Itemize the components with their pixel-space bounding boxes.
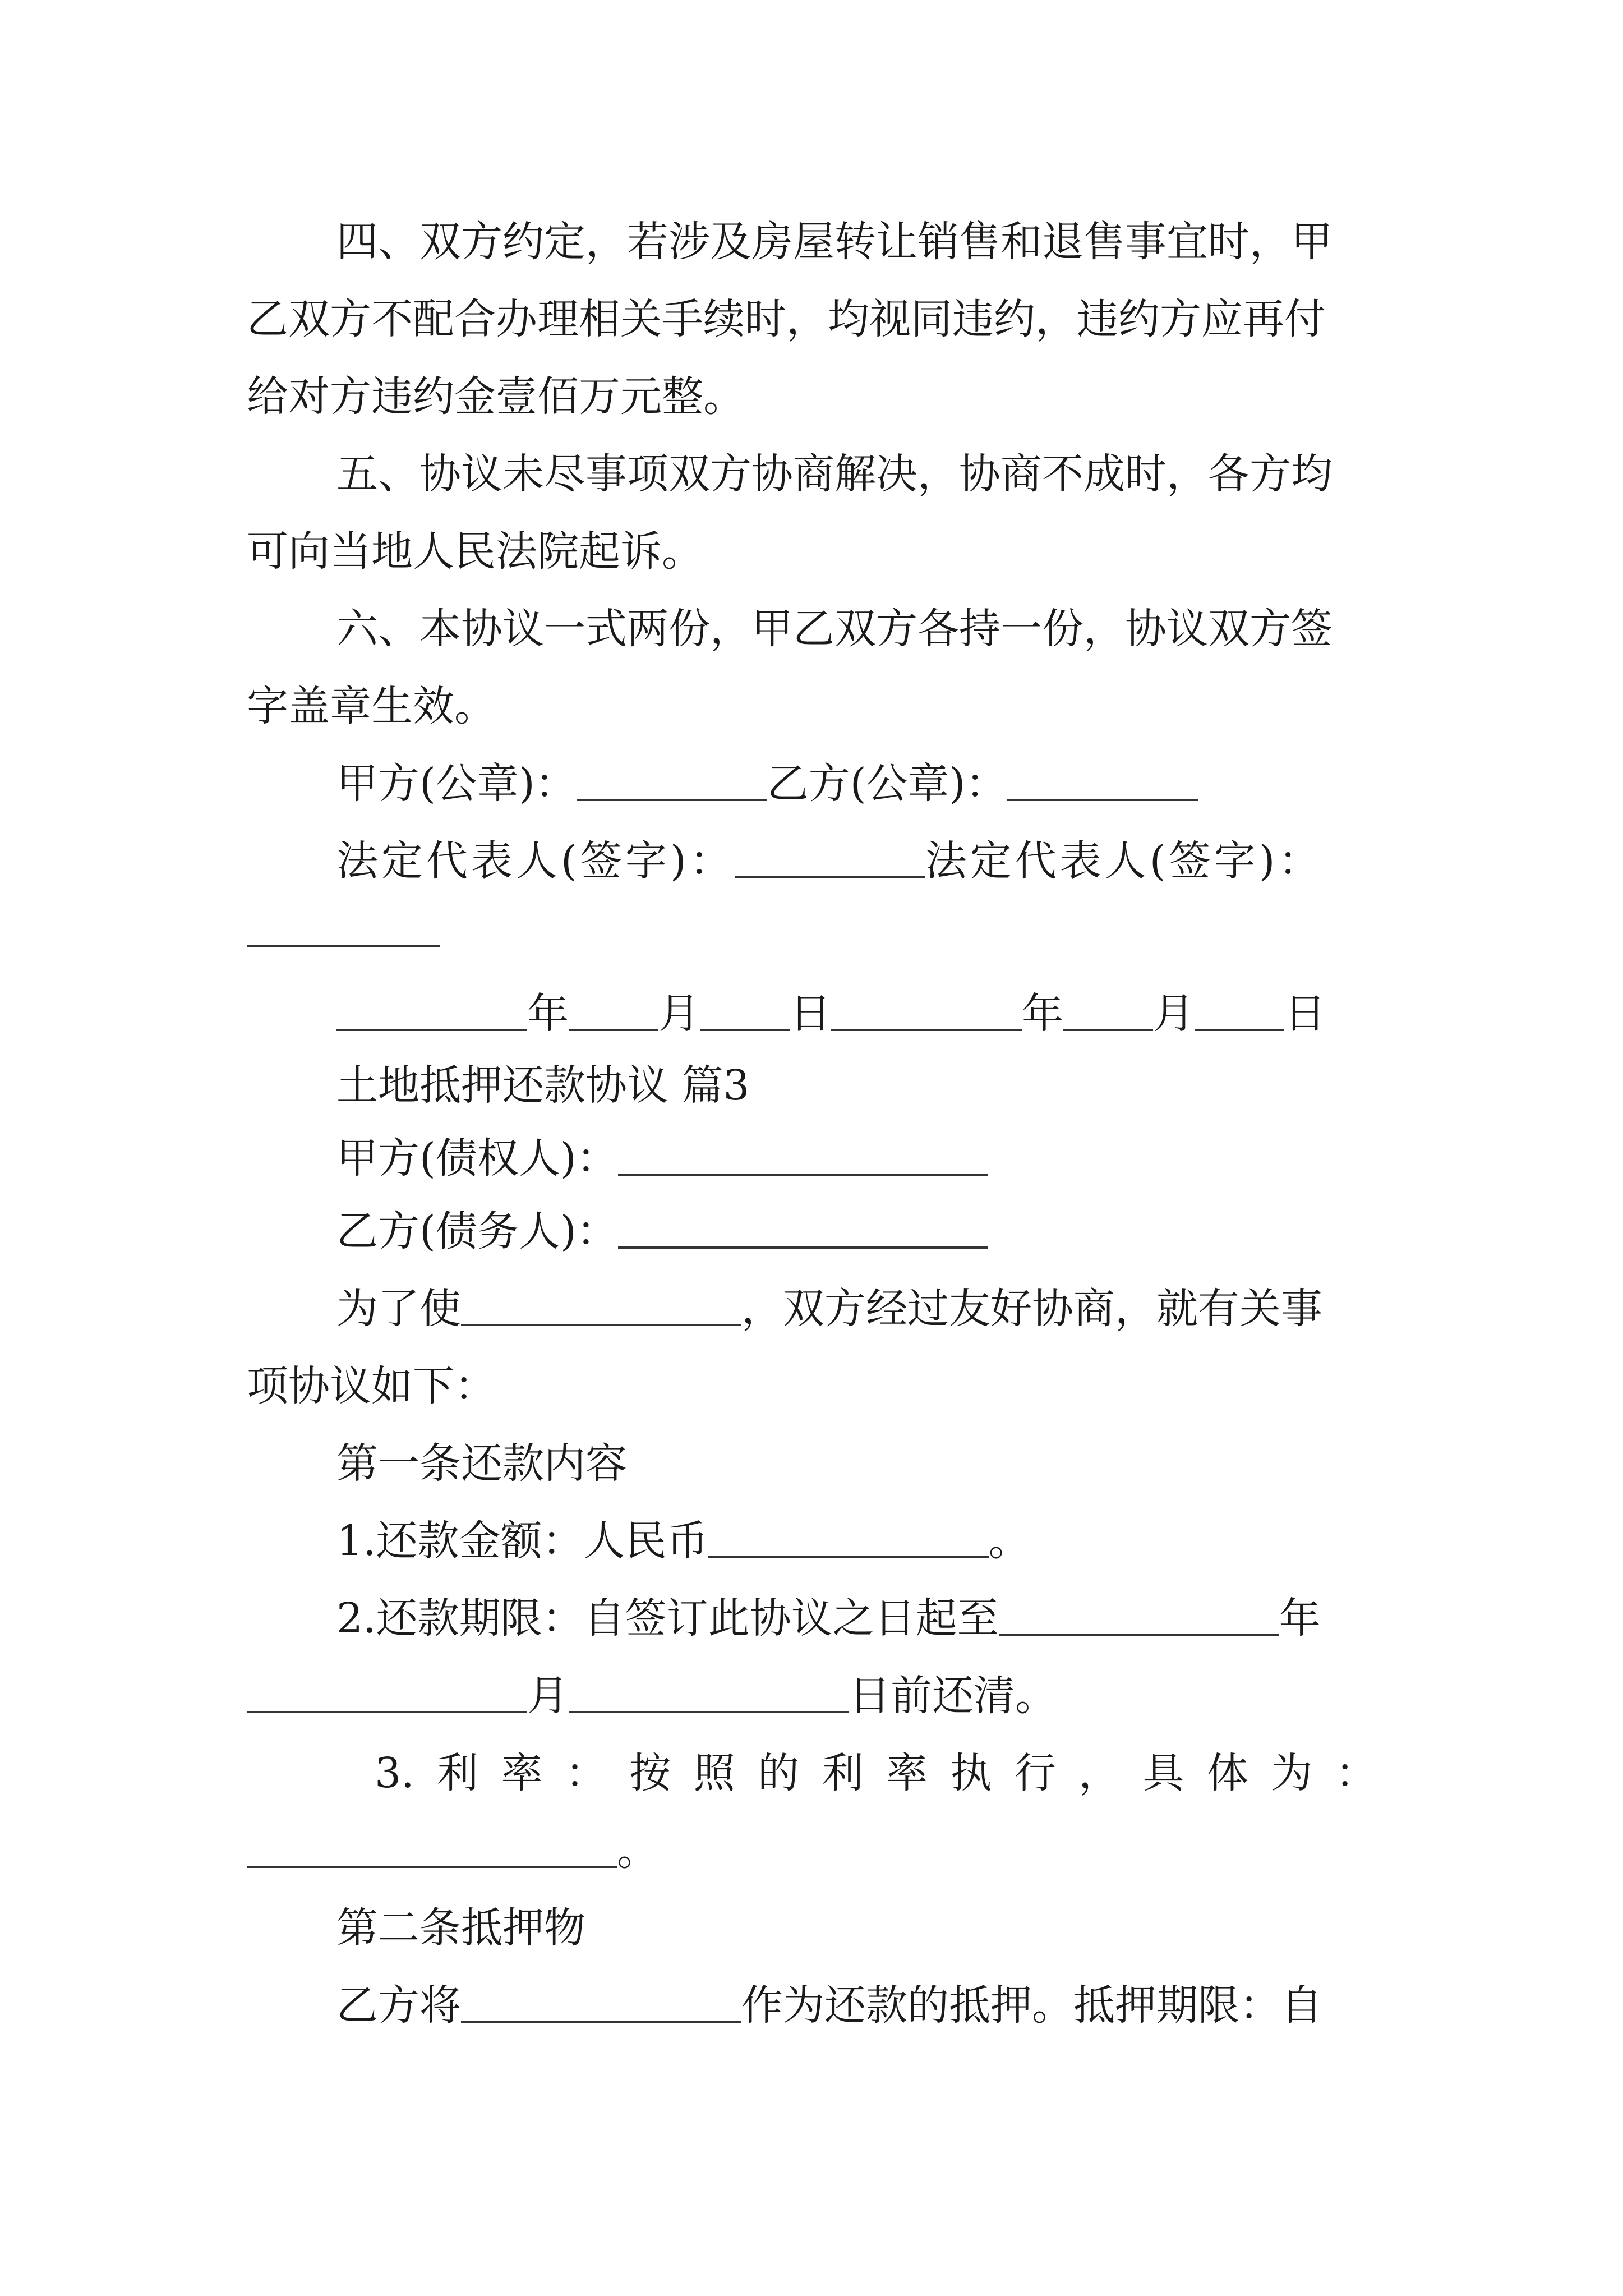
- item-1-label: 1.还款金额：人民币: [336, 1517, 708, 1565]
- date-b-day: 日: [1284, 990, 1326, 1038]
- rep-a-label: 法定代表人(签字)：: [336, 837, 735, 885]
- item-2-year: 年: [1279, 1594, 1321, 1642]
- rep-a-blank: [735, 874, 925, 878]
- item-3-char: 率: [501, 1749, 543, 1797]
- item-2-day-blank: [569, 1709, 849, 1713]
- date-b-year: 年: [1022, 990, 1063, 1038]
- party-b-seal-label: 乙方(公章)：: [767, 760, 1007, 808]
- item-3-char: 为: [1271, 1749, 1313, 1797]
- item-3-char: 利: [437, 1749, 479, 1797]
- debtor-line: [336, 1200, 1377, 1262]
- creditor-line: [336, 1128, 1377, 1189]
- date-a-year-blank: [336, 1027, 527, 1031]
- item-3-char: 行: [1014, 1749, 1056, 1797]
- item-1-blank: [708, 1554, 989, 1558]
- item-2-end: 日前还清。: [849, 1672, 1057, 1720]
- clause-4-line-2: 乙双方不配合办理相关手续时，均视同违约，违约方应再付: [247, 295, 1326, 343]
- clause-5-line-2: 可向当地人民法院起诉。: [247, 527, 703, 576]
- clause-6-line-2: 字盖章生效。: [247, 682, 496, 730]
- date-b-year-blank: [831, 1027, 1022, 1031]
- item-2-month: 月: [527, 1672, 569, 1720]
- seal-line: [336, 753, 1377, 815]
- date-a-day-blank: [700, 1027, 790, 1031]
- item-2-month-blank: [247, 1709, 527, 1713]
- clause-4-line-1: 四、双方约定，若涉及房屋转让销售和退售事宜时，甲: [336, 218, 1332, 266]
- intro-blank: [461, 1322, 741, 1326]
- rep-b-label: 法定代表人(签字)：: [925, 837, 1324, 885]
- item-3-end: 。: [617, 1826, 658, 1875]
- intro-post: ，双方经过友好协商，就有关事: [741, 1285, 1322, 1333]
- section-title: 土地抵押还款协议 篇3: [336, 1061, 750, 1110]
- date-a-month: 月: [658, 990, 700, 1038]
- party-b-seal-blank: [1007, 797, 1198, 801]
- item-3-char: 照: [693, 1749, 735, 1797]
- collateral-line: [336, 1975, 1377, 2036]
- clause-6-line-1: 六、本协议一式两份，甲乙双方各持一份，协议双方签: [336, 605, 1332, 653]
- item-3-char: ，: [1078, 1749, 1121, 1797]
- item-3-char: ：: [1335, 1749, 1377, 1797]
- item-3-rate-blank: [247, 1864, 617, 1868]
- clause-4-line-3: 给对方违约金壹佰万元整。: [247, 372, 745, 421]
- date-a-year: 年: [527, 990, 569, 1038]
- item-2-line-1: [336, 1588, 1377, 1649]
- item-3-char: 的: [758, 1749, 800, 1797]
- item-3-char: 3.: [375, 1749, 414, 1797]
- item-3-char: 体: [1207, 1749, 1249, 1797]
- article-1-heading: 第一条还款内容: [336, 1439, 627, 1488]
- creditor-label: 甲方(债权人)：: [336, 1134, 618, 1182]
- clause-5-line-1: 五、协议未尽事项双方协商解决，协商不成时，各方均: [336, 450, 1332, 498]
- item-2-line-2: [247, 1665, 1377, 1727]
- date-b-month-blank: [1063, 1027, 1153, 1031]
- intro-line-1: [336, 1278, 1377, 1340]
- article-2-heading: 第二条抵押物: [336, 1904, 585, 1952]
- item-3-line-1: [375, 1742, 1377, 1804]
- collateral-pre: 乙方将: [336, 1981, 461, 2030]
- item-3-char: 具: [1142, 1749, 1184, 1797]
- item-3-char: 按: [629, 1749, 671, 1797]
- item-3-char: ：: [565, 1749, 607, 1797]
- intro-line-2: 项协议如下：: [247, 1362, 496, 1410]
- collateral-blank: [461, 2018, 741, 2023]
- item-1-line: [336, 1510, 1377, 1572]
- date-b-day-blank: [1195, 1027, 1284, 1031]
- intro-pre: 为了使: [336, 1285, 461, 1333]
- debtor-label: 乙方(债务人)：: [336, 1207, 618, 1255]
- representative-line: [336, 830, 1377, 892]
- rep-b-blank: [247, 945, 440, 947]
- party-a-seal-label: 甲方(公章)：: [336, 760, 577, 808]
- item-2-year-blank: [999, 1631, 1279, 1636]
- date-line: [336, 983, 1377, 1045]
- debtor-blank: [618, 1244, 988, 1249]
- item-3-char: 率: [886, 1749, 928, 1797]
- creditor-blank: [618, 1171, 988, 1176]
- item-3-char: 执: [950, 1749, 992, 1797]
- date-b-month: 月: [1153, 990, 1195, 1038]
- date-a-month-blank: [569, 1027, 658, 1031]
- item-2-label: 2.还款期限：自签订此协议之日起至: [336, 1594, 999, 1642]
- item-3-char: 利: [822, 1749, 864, 1797]
- item-3-line-2: [247, 1820, 1377, 1881]
- item-1-end: 。: [988, 1517, 1030, 1565]
- party-a-seal-blank: [577, 797, 767, 801]
- date-a-day: 日: [790, 990, 831, 1038]
- collateral-post: 作为还款的抵押。抵押期限：自: [741, 1981, 1322, 2030]
